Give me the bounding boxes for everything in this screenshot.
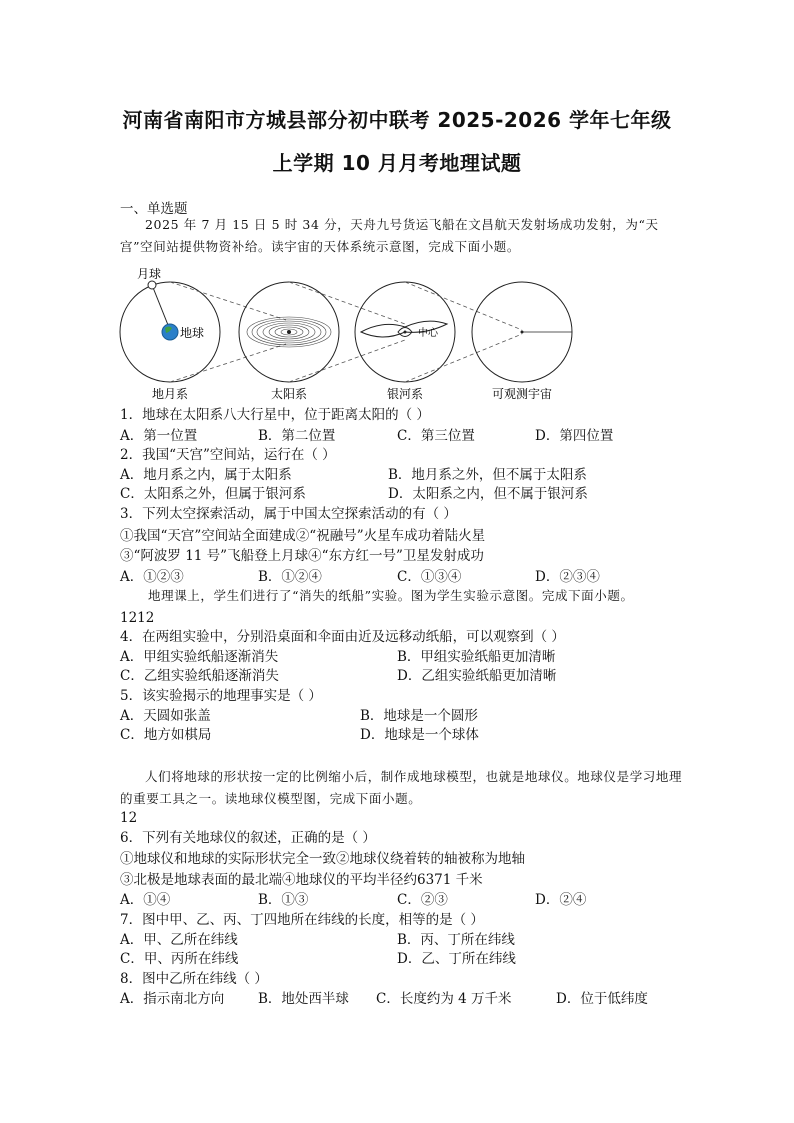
q8-option-d[interactable]: D．位于低纬度: [556, 991, 648, 1007]
number-12: 12: [120, 810, 138, 826]
q8-option-a[interactable]: A．指示南北方向: [120, 991, 225, 1007]
q5-option-a[interactable]: A．天圆如张盖: [120, 708, 211, 724]
q7-option-a[interactable]: A．甲、乙所在纬线: [120, 932, 238, 948]
section-heading: 一、单选题: [120, 201, 188, 217]
q3-statements-2: ③“阿波罗 11 号”飞船登上月球④“东方红一号”卫星发射成功: [120, 548, 484, 564]
q4-option-c[interactable]: C．乙组实验纸船逐渐消失: [120, 668, 279, 684]
milky-way-center-label: 中心: [418, 328, 438, 339]
question-5-stem: 5．该实验揭示的地理事实是（ ）: [120, 688, 322, 704]
q7-option-c[interactable]: C．甲、丙所在纬线: [120, 951, 239, 967]
q6-statements-2: ③北极是地球表面的最北端④地球仪的平均半径约6371 千米: [120, 872, 483, 888]
q6-statements-1: ①地球仪和地球的实际形状完全一致②地球仪绕着转的轴被称为地轴: [120, 851, 525, 867]
number-1212: 1212: [120, 610, 155, 626]
earth-icon: [162, 324, 178, 340]
q5-option-c[interactable]: C．地方如棋局: [120, 727, 212, 743]
q2-option-d[interactable]: D．太阳系之内，但不属于银河系: [388, 486, 588, 502]
question-7-stem: 7．图中甲、乙、丙、丁四地所在纬线的长度，相等的是（ ）: [120, 912, 484, 928]
caption-solar-system: 太阳系: [270, 387, 308, 401]
earth-label: 地球: [180, 326, 205, 340]
sun-icon: [287, 330, 291, 334]
moon-label: 月球: [137, 267, 162, 281]
q8-option-b[interactable]: B．地处西半球: [258, 991, 349, 1007]
doc-title-line1: 河南省南阳市方城县部分初中联考 2025-2026 学年七年级: [122, 108, 672, 132]
question-1-stem: 1．地球在太阳系八大行星中，位于距离太阳的（ ）: [120, 407, 430, 423]
q1-option-a[interactable]: A．第一位置: [120, 428, 198, 444]
moon-icon: [148, 281, 156, 289]
question-2-stem: 2．我国“天宫”空间站，运行在（ ）: [120, 447, 336, 463]
q5-option-b[interactable]: B．地球是一个圆形: [360, 708, 478, 724]
question-8-stem: 8．图中乙所在纬线（ ）: [120, 971, 268, 987]
q3-option-b[interactable]: B．①②④: [258, 569, 322, 585]
q3-statements-1: ①我国“天宫”空间站全面建成②“祝融号”火星车成功着陆火星: [120, 528, 486, 544]
q2-option-c[interactable]: C．太阳系之外，但属于银河系: [120, 486, 306, 502]
q6-option-d[interactable]: D．②④: [535, 892, 587, 908]
q6-option-b[interactable]: B．①③: [258, 892, 309, 908]
q8-option-c[interactable]: C．长度约为 4 万千米: [376, 991, 512, 1007]
doc-title-line2: 上学期 10 月月考地理试题: [272, 151, 522, 175]
q5-option-d[interactable]: D．地球是一个球体: [360, 727, 479, 743]
q3-option-a[interactable]: A．①②③: [120, 569, 184, 585]
q6-option-c[interactable]: C．②③: [397, 892, 448, 908]
question-3-stem: 3．下列太空探索活动，属于中国太空探索活动的有（ ）: [120, 506, 457, 522]
q3-option-d[interactable]: D．②③④: [535, 569, 600, 585]
q7-option-d[interactable]: D．乙、丁所在纬线: [397, 951, 516, 967]
passage-1: 2025 年 7 月 15 日 5 时 34 分，天舟九号货运飞船在文昌航天发射场成功发射，为“天宫”空间站提供物资补给。读宇宙的天体系统示意图，完成下面小题。: [120, 217, 659, 254]
q6-option-a[interactable]: A．①④: [120, 892, 171, 908]
caption-universe: 可观测宇宙: [491, 387, 553, 401]
caption-milky-way: 银河系: [386, 387, 424, 401]
q1-option-c[interactable]: C．第三位置: [397, 428, 475, 444]
celestial-systems-figure: [0, 262, 794, 412]
q2-option-a[interactable]: A．地月系之内，属于太阳系: [120, 467, 292, 483]
q1-option-b[interactable]: B．第二位置: [258, 428, 336, 444]
q4-option-b[interactable]: B．甲组实验纸船更加清晰: [397, 649, 556, 665]
caption-earth-moon: 地月系: [151, 387, 189, 401]
q2-option-b[interactable]: B．地月系之外，但不属于太阳系: [388, 467, 587, 483]
question-4-stem: 4．在两组实验中，分别沿桌面和伞面由近及远移动纸船，可以观察到（ ）: [120, 629, 565, 645]
q1-option-d[interactable]: D．第四位置: [535, 428, 614, 444]
passage-3: 人们将地球的形状按一定的比例缩小后，制作成地球模型，也就是地球仪。地球仪是学习地理的重要工具之一。读地球仪模型图，完成下面小题。: [120, 769, 683, 806]
passage-2: 地理课上，学生们进行了“消失的纸船”实验。图为学生实验示意图。完成下面小题。: [148, 588, 634, 603]
q4-option-a[interactable]: A．甲组实验纸船逐渐消失: [120, 649, 279, 665]
q3-option-c[interactable]: C．①③④: [397, 569, 462, 585]
q7-option-b[interactable]: B．丙、丁所在纬线: [397, 932, 515, 948]
question-6-stem: 6．下列有关地球仪的叙述，正确的是（ ）: [120, 830, 376, 846]
q4-option-d[interactable]: D．乙组实验纸船更加清晰: [397, 668, 557, 684]
